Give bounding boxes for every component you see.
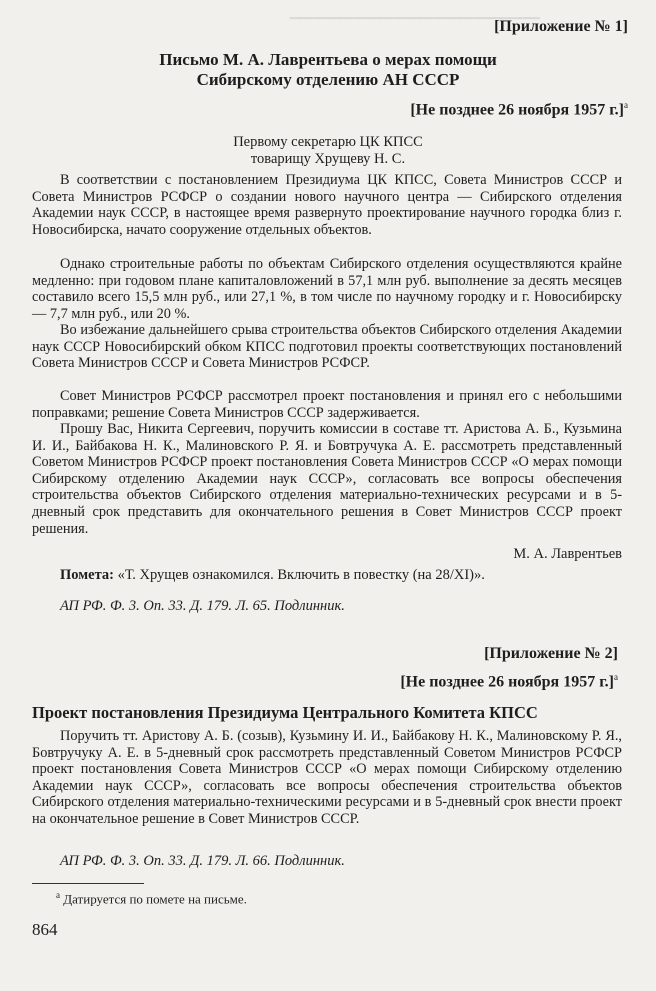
letter-paragraph-5: Прошу Вас, Никита Сергеевич, поручить комиссии в составе тт. Аристова А. Б., Кузьмина И. И., Байбакова Н. К., Малиновского Р. Я. и Бовтручука А. Е. рассмотреть представленный Советом Министров РСФСР проект постановления Совета Министров СССР «О мерах помощи Сибирскому отделению Академии наук СССР», согласовать все вопросы обеспечения строительства объектов Сибирского отделения материально-технических ресурсами и в 5-дневный срок представить для окончательного решения в Совет Министров СССР проект решения. [32,421,622,537]
footnote-ref: а [624,100,628,110]
appendix-1-label: [Приложение № 1] [494,18,628,35]
page-number: 864 [32,920,58,939]
letter-paragraph-1: В соответствии с постановлением Президиума ЦК КПСС, Совета Министров СССР и Совета Министров РСФСР о создании нового научного центра — Сибирского отделения Академии наук СССР, в настоящее время развернуто проектирование научного городка близ г. Новосибирска, начато сооружение отдельных объектов. [32,172,622,238]
footnote-text: Датируется по помете на письме. [63,891,247,907]
letter-paragraph-4: Совет Министров РСФСР рассмотрел проект постановления и принял его с небольшими поправками; решение Совета Министров СССР задерживается. [32,388,622,421]
letter-date [250,100,628,119]
resolution-date-text: [Не позднее 26 ноября 1957 г.] [400,673,614,691]
footnote-divider [32,883,144,884]
letter-archive-source: АП РФ. Ф. 3. Оп. 33. Д. 179. Л. 65. Подлинник. [60,598,345,614]
resolution-archive-source: АП РФ. Ф. 3. Оп. 33. Д. 179. Л. 66. Подлинник. [60,853,345,869]
letter-signature: М. А. Лаврентьев [513,546,622,562]
footnote-ref: а [614,672,618,682]
footnote [56,890,616,907]
letter-paragraph-2: Однако строительные работы по объектам Сибирского отделения осуществляются крайне медленно: при годовом плане капиталовложений в 57,1 млн руб. выполнение за десять месяцев составило всего 15,5 млн руб., или 27,1 %, в том числе по научному городку и г. Новосибирску — 7,7 млн руб., или 20 %. [32,256,622,322]
footnote-mark: а [56,890,60,900]
letter-note [60,567,620,584]
resolution-date [250,672,618,691]
letter-paragraph-3: Во избежание дальнейшего срыва строительства объектов Сибирского отделения Академии наук СССР Новосибирский обком КПСС подготовил проекты соответствующих постановлений Совета Министров СССР и Совета Министров РСФСР. [32,322,622,372]
note-text: «Т. Хрущев ознакомился. Включить в повестку (на 28/XI)». [117,567,485,583]
resolution-paragraph: Поручить тт. Аристову А. Б. (созыв), Кузьмину И. И., Байбакову Н. К., Малиновскому Р. Я., Бовтручуку А. Е. в 5-дневный срок рассмотреть представленный Советом Министров РСФСР проект постановления Совета Министров СССР «О мерах помощи Сибирскому отделению Академии наук СССР», согласовать все вопросы обеспечения строительства объектов Сибирского отделения материально-техническими ресурсами и в 5-дневный срок внести проект на окончательное решение в Совет Министров СССР. [32,728,622,827]
letter-title-line-1: Письмо М. А. Лаврентьева о мерах помощи [159,50,497,69]
addressee-line-1: Первому секретарю ЦК КПСС [233,134,423,150]
bleed-through-decoration: ▁▁▁▁▁▁▁▁▁▁▁▁▁▁▁▁▁▁▁▁▁▁▁▁▁ [290,4,540,19]
appendix-2-label: [Приложение № 2] [484,645,618,662]
letter-date-text: [Не позднее 26 ноября 1957 г.] [410,101,624,119]
note-label: Помета: [60,567,114,583]
addressee-line-2: товарищу Хрущеву Н. С. [250,151,406,167]
letter-title-line-2: Сибирскому отделению АН СССР [196,70,460,89]
resolution-title: Проект постановления Президиума Центрального Комитета КПСС [32,703,538,722]
